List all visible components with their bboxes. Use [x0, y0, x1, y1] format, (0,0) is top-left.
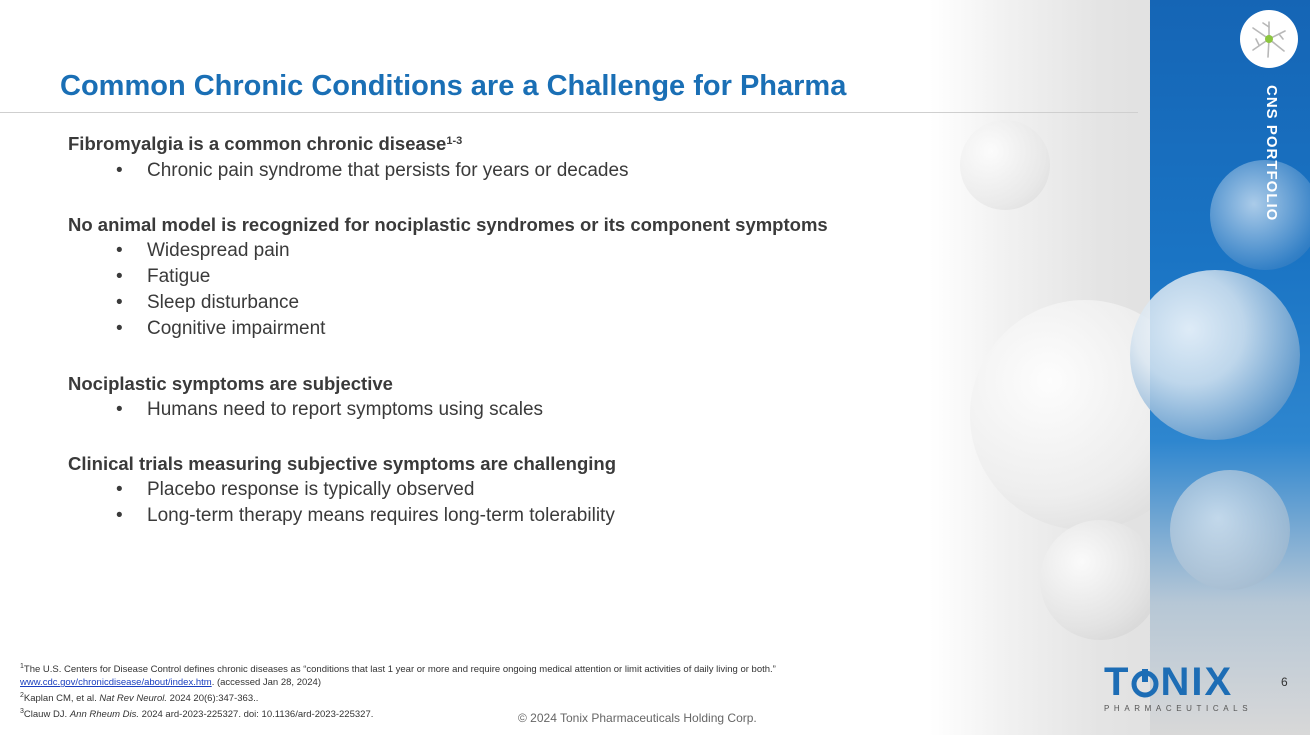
footnote-1: $^1$The U.S. Centers for Disease Control defines chronic diseases as “conditions that last 1 year or more and require ongoing medical attention or limit activities of daily living or both.”	[20, 663, 776, 676]
bullet-item: • Cognitive impairment	[116, 318, 326, 339]
copyright: © 2024 Tonix Pharmaceuticals Holding Corp.	[518, 711, 757, 725]
neuron-icon	[1240, 10, 1298, 68]
bullet-item: • Fatigue	[116, 266, 211, 287]
brand-subtitle: PHARMACEUTICALS	[1104, 704, 1253, 713]
bullet-item: • Humans need to report symptoms using scales	[116, 399, 544, 420]
section-heading: Nociplastic symptoms are subjective	[68, 373, 393, 394]
bullet-item: • Sleep disturbance	[116, 292, 300, 313]
cdc-link[interactable]: www.cdc.gov/chronicdisease/about/index.htm	[20, 677, 212, 689]
section-heading: Fibromyalgia is a common chronic disease$^{1-3}$	[68, 133, 463, 154]
tonix-logo	[1104, 660, 1253, 713]
bullet-item: • Placebo response is typically observed	[116, 479, 475, 500]
power-icon	[1130, 666, 1160, 696]
slide-title: Common Chronic Conditions are a Challenge for Pharma	[60, 70, 847, 102]
bullet-item: • Chronic pain syndrome that persists for years or decades	[116, 160, 629, 181]
brand-name: T NIX	[1104, 660, 1234, 704]
side-label: CNS PORTFOLIO	[1263, 85, 1280, 222]
section-heading: No animal model is recognized for nociplastic syndromes or its component symptoms	[68, 214, 828, 235]
title-divider	[0, 112, 1138, 113]
bullet-item: • Long-term therapy means requires long-term tolerability	[116, 505, 615, 526]
footnote-2: $^2$Kaplan CM, et al. Nat Rev Neurol. 2024 20(6):347-363..	[20, 692, 259, 705]
footnote-3: $^3$Clauw DJ. Ann Rheum Dis. 2024 ard-2023-225327. doi: 10.1136/ard-2023-225327.	[20, 708, 374, 721]
bullet-item: • Widespread pain	[116, 240, 290, 261]
portfolio-band	[1150, 0, 1310, 735]
page-number: 6	[1281, 675, 1288, 689]
footnote-1-link-line: www.cdc.gov/chronicdisease/about/index.htm. (accessed Jan 28, 2024)	[20, 677, 322, 689]
section-heading: Clinical trials measuring subjective symptoms are challenging	[68, 453, 616, 474]
